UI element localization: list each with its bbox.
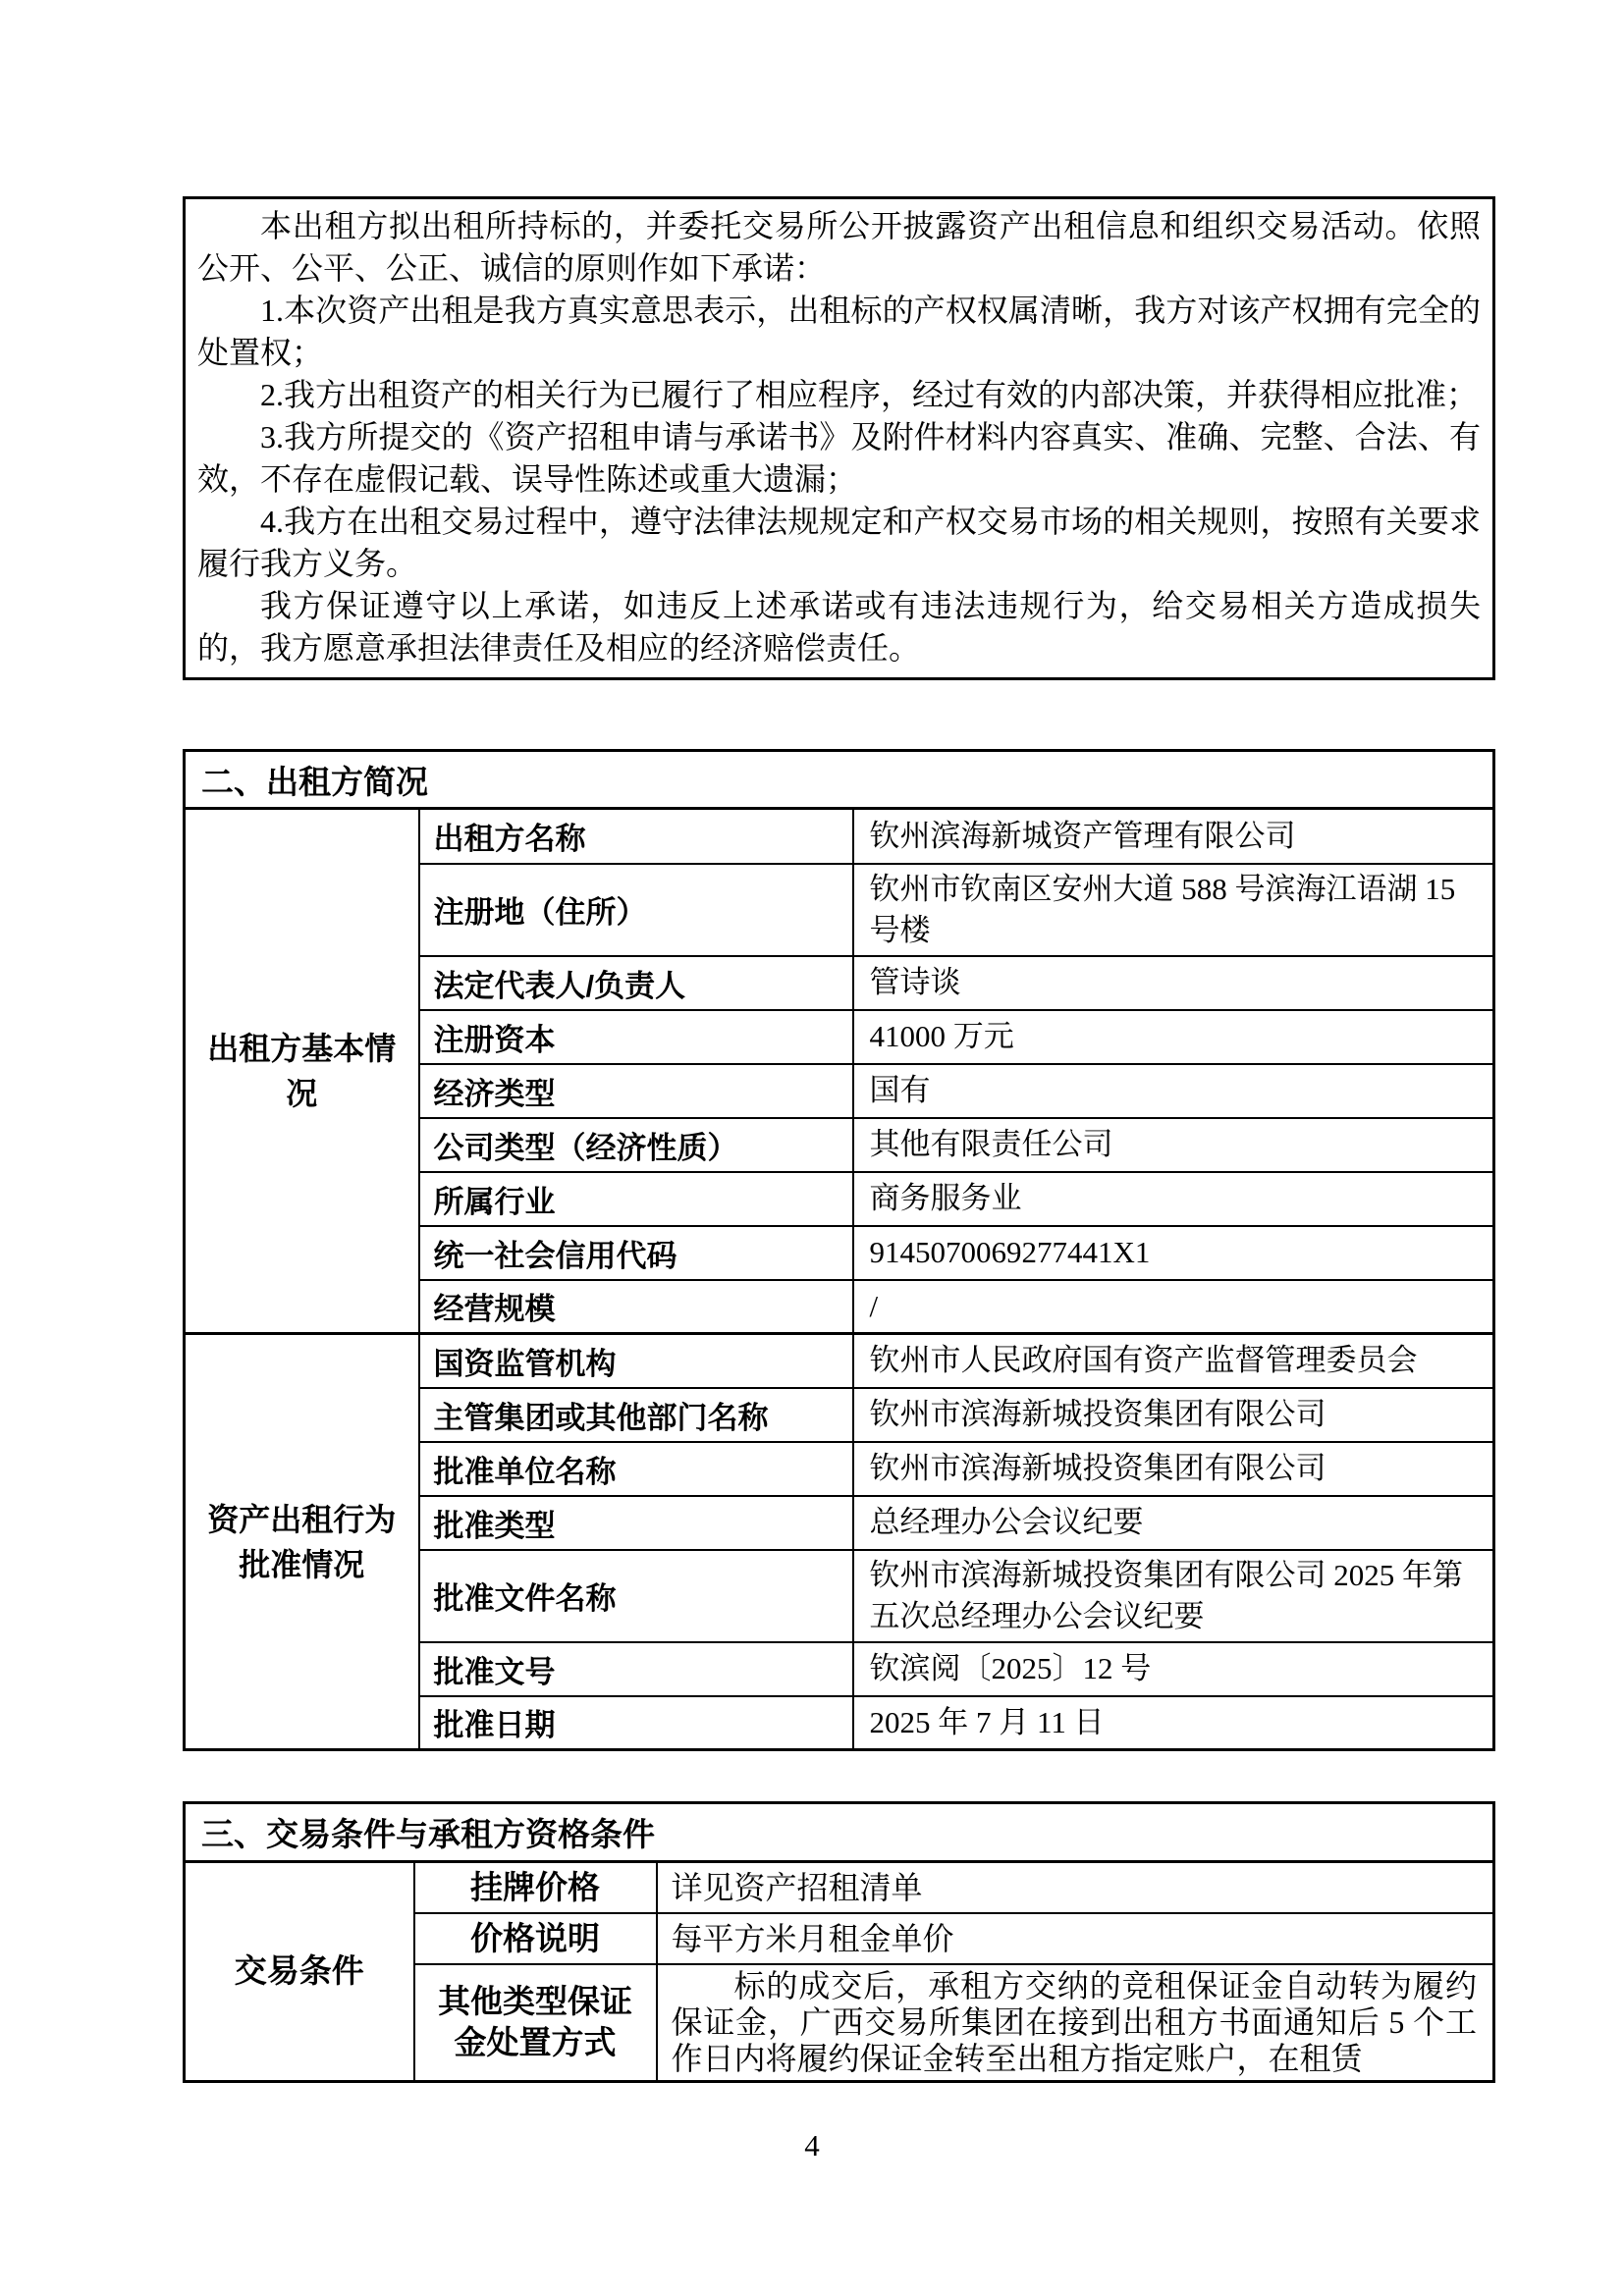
field-label-approval-date: 批准日期 (419, 1696, 853, 1750)
field-value-listing-price: 详见资产招租清单 (657, 1862, 1494, 1913)
field-label-registered-address: 注册地（住所） (419, 864, 853, 956)
field-value-price-note: 每平方米月租金单价 (657, 1913, 1494, 1964)
commitment-paragraph: 4.我方在出租交易过程中，遵守法律法规规定和产权交易市场的相关规则，按照有关要求履行我方义务。 (197, 504, 1481, 581)
commitment-paragraph: 我方保证遵守以上承诺，如违反上述承诺或有违法违规行为，给交易相关方造成损失的，我方愿意承担法律责任及相应的经济赔偿责任。 (197, 588, 1481, 666)
field-value-credit-code: 9145070069277441X1 (853, 1226, 1494, 1280)
field-label-approval-unit: 批准单位名称 (419, 1442, 853, 1496)
field-label-industry: 所属行业 (419, 1172, 853, 1226)
field-label-credit-code: 统一社会信用代码 (419, 1226, 853, 1280)
table-row (185, 1862, 1494, 1913)
field-value-lessor-name: 钦州滨海新城资产管理有限公司 (853, 809, 1494, 864)
table-row (185, 751, 1494, 809)
field-label-approval-number: 批准文号 (419, 1642, 853, 1696)
field-label-parent-group: 主管集团或其他部门名称 (419, 1388, 853, 1442)
lessor-profile-table (183, 749, 1495, 1751)
field-label-legal-representative: 法定代表人/负责人 (419, 956, 853, 1010)
field-value-approval-type: 总经理办公会议纪要 (853, 1496, 1494, 1550)
field-value-approval-number: 钦滨阅〔2025〕12 号 (853, 1642, 1494, 1696)
field-value-legal-representative: 管诗谈 (853, 956, 1494, 1010)
field-value-approval-document: 钦州市滨海新城投资集团有限公司 2025 年第五次总经理办公会议纪要 (853, 1550, 1494, 1642)
section-title-conditions: 三、交易条件与承租方资格条件 (185, 1803, 1494, 1862)
commitment-paragraph: 3.我方所提交的《资产招租申请与承诺书》及附件材料内容真实、准确、完整、合法、有效，不存在虚假记载、误导性陈述或重大遗漏； (197, 419, 1481, 497)
page-number: 4 (804, 2128, 820, 2163)
commitment-paragraph: 本出租方拟出租所持标的，并委托交易所公开披露资产出租信息和组织交易活动。依照公开、公平、公正、诚信的原则作如下承诺： (197, 208, 1481, 286)
field-label-approval-type: 批准类型 (419, 1496, 853, 1550)
field-label-economic-type: 经济类型 (419, 1064, 853, 1118)
table-row (185, 809, 1494, 864)
field-value-approval-unit: 钦州市滨海新城投资集团有限公司 (853, 1442, 1494, 1496)
field-label-business-scale: 经营规模 (419, 1280, 853, 1334)
table-row (185, 1334, 1494, 1388)
field-value-sasac-agency: 钦州市人民政府国有资产监督管理委员会 (853, 1334, 1494, 1388)
field-label-lessor-name: 出租方名称 (419, 809, 853, 864)
group-label-approval-info: 资产出租行为批准情况 (185, 1334, 419, 1750)
field-label-approval-document: 批准文件名称 (419, 1550, 853, 1642)
field-label-sasac-agency: 国资监管机构 (419, 1334, 853, 1388)
field-label-listing-price: 挂牌价格 (414, 1862, 657, 1913)
field-value-industry: 商务服务业 (853, 1172, 1494, 1226)
conditions-table (183, 1801, 1495, 2083)
table-row (185, 1803, 1494, 1862)
field-value-registered-capital: 41000 万元 (853, 1010, 1494, 1064)
field-value-approval-date: 2025 年 7 月 11 日 (853, 1696, 1494, 1750)
field-value-deposit-disposal: 标的成交后，承租方交纳的竞租保证金自动转为履约保证金，广西交易所集团在接到出租方书面通知后 5 个工作日内将履约保证金转至出租方指定账户，在租赁 (657, 1964, 1494, 2082)
field-label-deposit-disposal: 其他类型保证金处置方式 (414, 1964, 657, 2082)
group-label-trade-conditions: 交易条件 (185, 1862, 414, 2082)
commitment-paragraph: 2.我方出租资产的相关行为已履行了相应程序，经过有效的内部决策，并获得相应批准； (260, 377, 1479, 412)
field-value-economic-type: 国有 (853, 1064, 1494, 1118)
field-label-company-type: 公司类型（经济性质） (419, 1118, 853, 1172)
field-label-registered-capital: 注册资本 (419, 1010, 853, 1064)
commitment-box (183, 196, 1495, 680)
section-title-lessor: 二、出租方简况 (185, 751, 1494, 809)
field-label-price-note: 价格说明 (414, 1913, 657, 1964)
field-value-registered-address: 钦州市钦南区安州大道 588 号滨海江语湖 15 号楼 (853, 864, 1494, 956)
field-value-parent-group: 钦州市滨海新城投资集团有限公司 (853, 1388, 1494, 1442)
field-value-business-scale: / (853, 1280, 1494, 1334)
field-value-company-type: 其他有限责任公司 (853, 1118, 1494, 1172)
commitment-paragraph: 1.本次资产出租是我方真实意思表示，出租标的产权权属清晰，我方对该产权拥有完全的处置权； (197, 293, 1481, 370)
group-label-basic-info: 出租方基本情况 (185, 809, 419, 1334)
